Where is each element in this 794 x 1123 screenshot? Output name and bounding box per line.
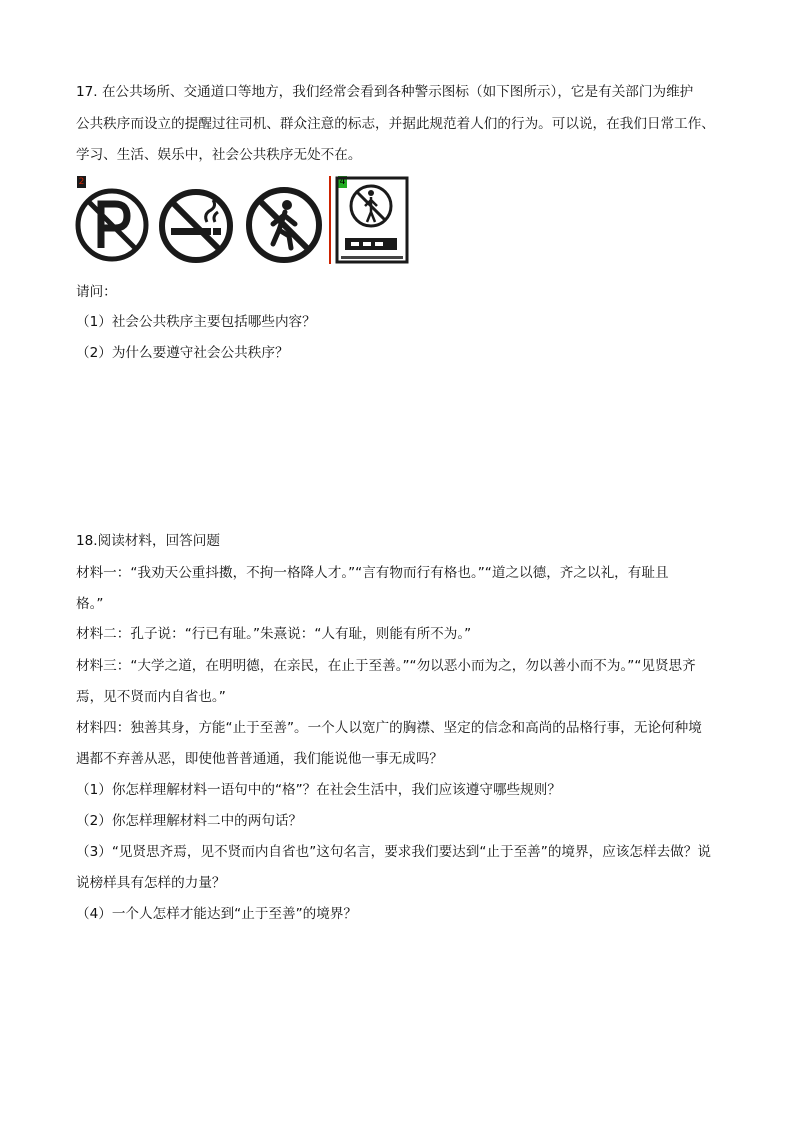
- no-pedestrian-sign: [243, 186, 325, 264]
- q17-ask: 请问：: [76, 284, 117, 300]
- q18-sub2: （2）你怎样理解材料二中的两句话？: [76, 813, 303, 829]
- q18-material3-line1: 材料三：“大学之道，在明明德，在亲民，在止于至善。”“勿以恶小而为之，勿以善小而不为。”“见贤思齐: [76, 658, 696, 674]
- no-entry-person-icon: [335, 176, 409, 264]
- no-parking-icon: [75, 176, 151, 264]
- q18-sub3-line1: （3）“见贤思齐焉，见不贤而内自省也”这句名言，要求我们要达到“止于至善”的境界，应该怎样去做？说: [76, 844, 711, 860]
- q18-material4-line2: 遇都不弃善从恶，即使他普普通通，我们能说他一事无成吗？: [76, 751, 444, 767]
- no-smoking-sign: [157, 188, 235, 264]
- no-parking-sign: [75, 176, 151, 264]
- sign-number-tag: 2: [78, 177, 85, 187]
- no-smoking-icon: [157, 188, 235, 264]
- q17-text-line2: 公共秩序而设立的提醒过往司机、群众注意的标志，并据此规范着人们的行为。可以说，在我们日常工作、: [76, 116, 715, 132]
- q18-material4-line1: 材料四：独善其身，方能“止于至善”。一个人以宽广的胸襟、坚定的信念和高尚的品格行事，无论何种境: [76, 720, 702, 736]
- q17-sub2: （2）为什么要遵守社会公共秩序？: [76, 345, 289, 361]
- panel-divider: [329, 176, 331, 264]
- q18-material2: 材料二：孔子说：“行已有耻。”朱熹说：“人有耻，则能有所不为。”: [76, 626, 472, 642]
- q18-material1-line1: 材料一：“我劝天公重抖擞，不拘一格降人才。”“言有物而行有格也。”“道之以德，齐之以礼，有耻且: [76, 565, 669, 581]
- warning-signs-figure: [75, 176, 415, 264]
- sign-number-tag: 4: [339, 177, 346, 187]
- q18-sub1: （1）你怎样理解材料一语句中的“格”？在社会生活中，我们应该遵守哪些规则？: [76, 782, 561, 798]
- q18-title: 18.阅读材料，回答问题: [76, 533, 220, 549]
- q18-sub3-line2: 说榜样具有怎样的力量？: [76, 875, 226, 891]
- q17-text-line1: 17. 在公共场所、交通道口等地方，我们经常会看到各种警示图标（如下图所示），它是有关部门为维护: [76, 84, 694, 100]
- no-entry-panel-sign: [329, 176, 409, 264]
- q17-sub1: （1）社会公共秩序主要包括哪些内容？: [76, 314, 316, 330]
- q18-material3-line2: 焉，见不贤而内自省也。”: [76, 689, 226, 705]
- q17-text-line3: 学习、生活、娱乐中，社会公共秩序无处不在。: [76, 147, 362, 163]
- no-pedestrian-icon: [243, 186, 325, 264]
- q18-material1-line2: 格。”: [76, 596, 104, 612]
- q18-sub4: （4）一个人怎样才能达到“止于至善”的境界？: [76, 906, 358, 922]
